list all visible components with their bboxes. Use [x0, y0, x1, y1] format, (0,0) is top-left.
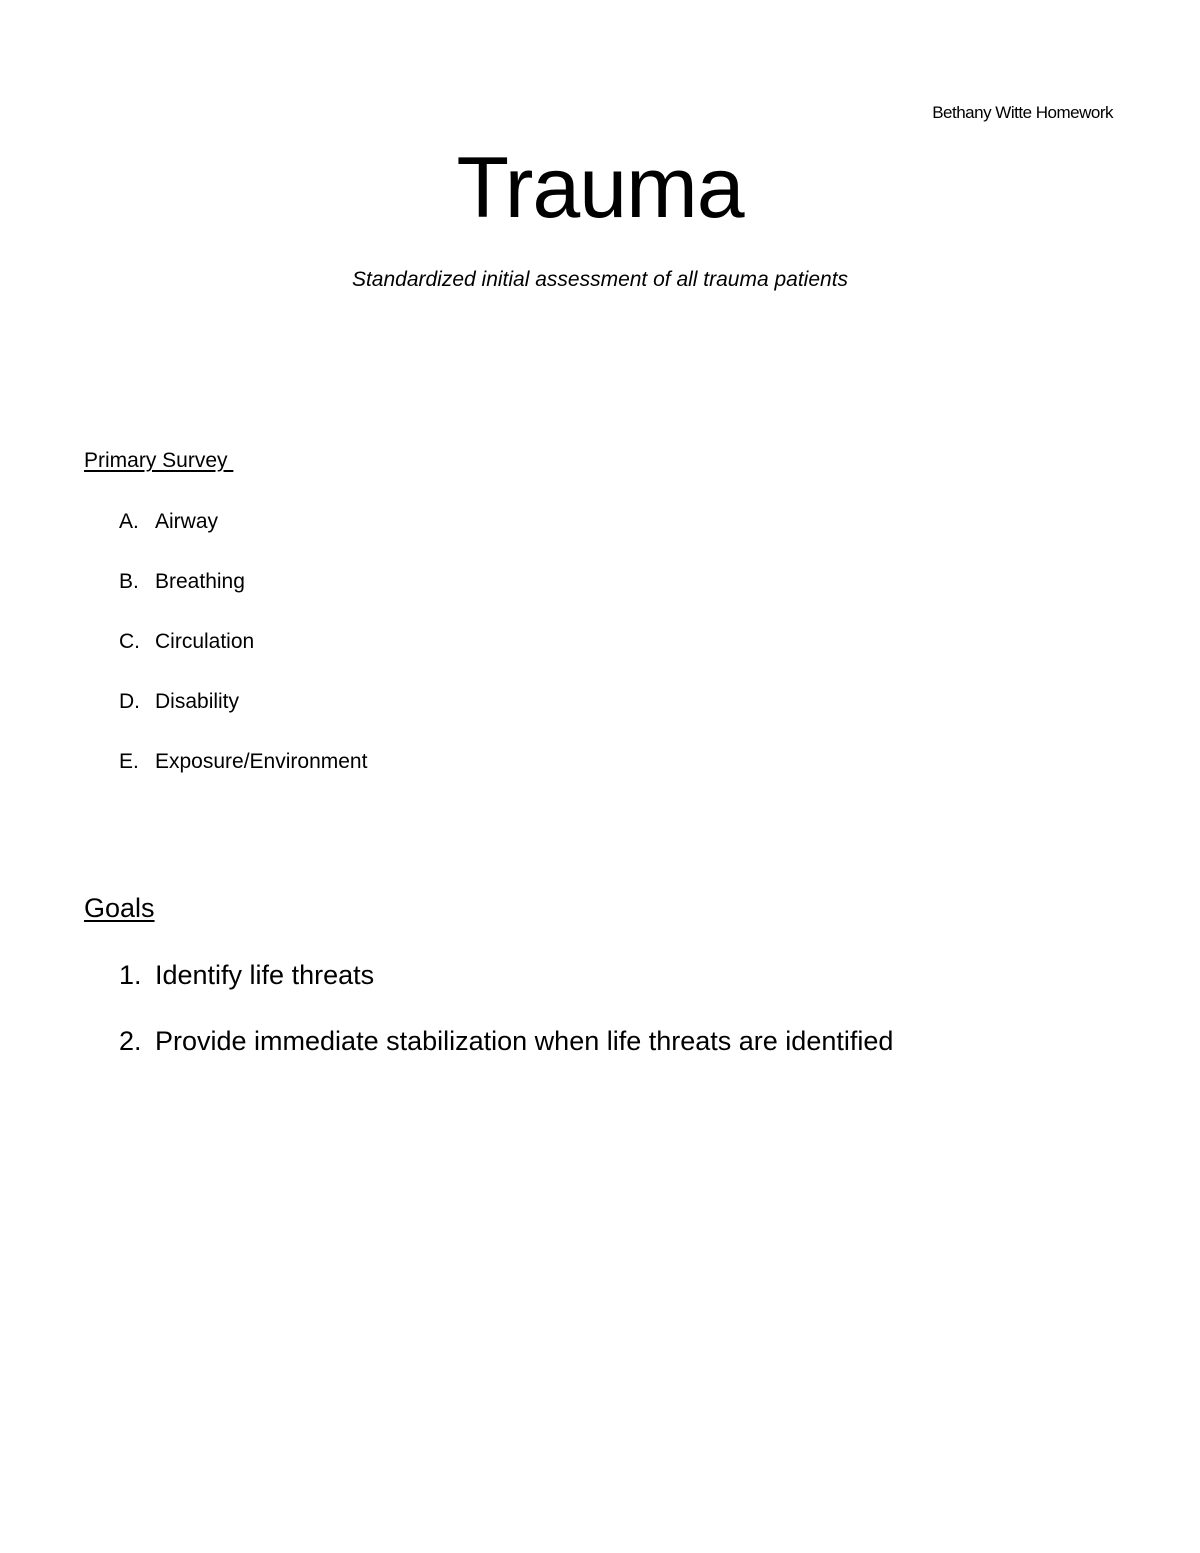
list-item-text: Exposure/Environment: [155, 750, 368, 773]
primary-survey-heading: Primary Survey: [84, 449, 234, 472]
page-subtitle: Standardized initial assessment of all trauma patients: [351, 268, 849, 291]
author-note: Bethany Witte Homework: [932, 103, 1113, 122]
list-marker: E.: [119, 750, 139, 773]
list-marker: B.: [119, 570, 139, 593]
list-marker: C.: [119, 630, 140, 653]
list-item-text: Breathing: [155, 570, 245, 593]
list-item-text: Identify life threats: [155, 960, 375, 990]
page-title: Trauma: [456, 140, 744, 236]
list-marker: A.: [119, 510, 139, 533]
list-item-text: Circulation: [155, 630, 255, 653]
list-item-text: Airway: [155, 510, 219, 533]
list-item-text: Disability: [155, 690, 240, 713]
goals-heading: Goals: [84, 893, 155, 923]
list-marker: 1.: [119, 960, 142, 990]
list-marker: 2.: [119, 1026, 142, 1056]
list-marker: D.: [119, 690, 140, 713]
list-item-text: Provide immediate stabilization when life threats are identified: [155, 1026, 894, 1056]
